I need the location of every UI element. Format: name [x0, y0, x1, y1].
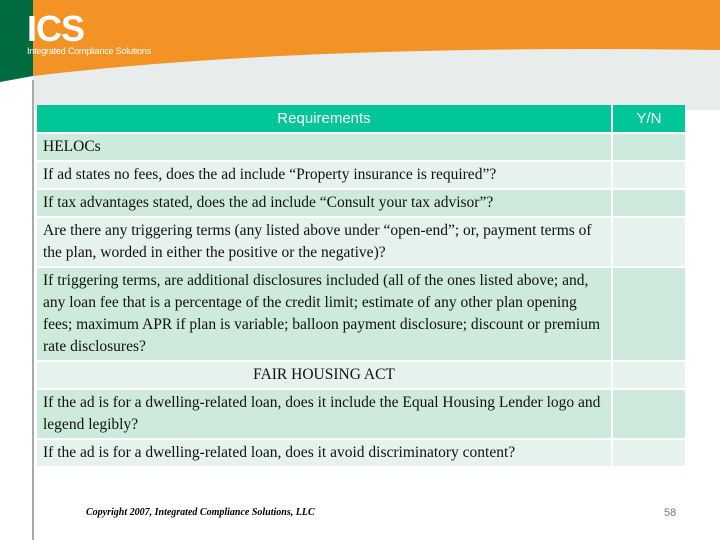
section-fair-housing: FAIR HOUSING ACT — [37, 362, 611, 388]
table-header — [37, 105, 685, 132]
requirements-table — [37, 103, 685, 468]
yn-cell[interactable] — [611, 134, 685, 160]
yn-cell[interactable] — [611, 390, 685, 438]
table-row — [37, 362, 685, 388]
table-row: If the ad is for a dwelling-related loan, does it include the Equal Housing Lender logo and legend legibly? — [37, 390, 685, 438]
yn-cell[interactable] — [611, 362, 685, 388]
header-yn: Y/N — [611, 105, 685, 132]
table-row: If the ad is for a dwelling-related loan, does it avoid discriminatory content? — [37, 440, 685, 466]
ics-logo: ICS Integrated Compliance Solutions — [27, 8, 151, 56]
yn-cell[interactable] — [611, 190, 685, 216]
table-row: If ad states no fees, does the ad include “Property insurance is required”? — [37, 162, 685, 188]
yn-cell[interactable] — [611, 268, 685, 360]
yn-cell[interactable] — [611, 218, 685, 266]
header-requirements: Requirements — [37, 105, 611, 132]
yn-cell[interactable] — [611, 440, 685, 466]
copyright: Copyright 2007, Integrated Compliance Solutions, LLC — [86, 507, 315, 518]
table-row: Are there any triggering terms (any listed above under “open-end”; or, payment terms of the plan, worded in either the positive or the negative)? — [37, 218, 685, 266]
yn-cell[interactable] — [611, 162, 685, 188]
table-row: HELOCs — [37, 134, 685, 160]
page-number: 58 — [664, 507, 677, 519]
table-row: If tax advantages stated, does the ad include “Consult your tax advisor”? — [37, 190, 685, 216]
divider — [32, 80, 34, 540]
table-row: If triggering terms, are additional disclosures included (all of the ones listed above; and, any loan fee that is a percentage of the credit limit; estimate of any other plan opening fees; maximum APR if plan is variable; balloon payment disclosure; discount or premium rate disclosures? — [37, 268, 685, 360]
